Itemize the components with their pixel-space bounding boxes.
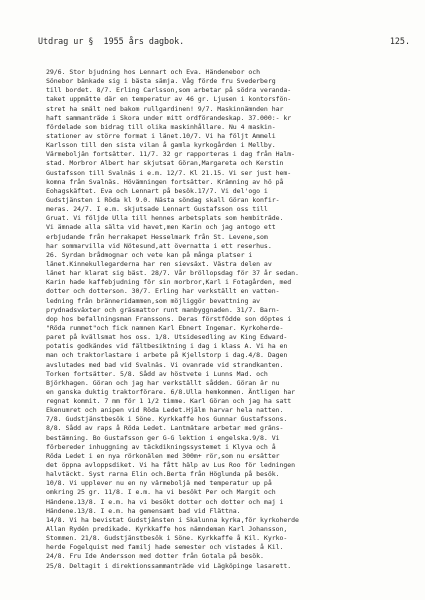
diary-line: haft sammanträde i Skora under mitt ordförandeskap. 37.000:- kr <box>46 113 292 122</box>
diary-line: Stommen. 21/8. Gudstjänstbesök i Söne. Kyrkkaffe å Kil. Kyrko- <box>46 534 288 543</box>
diary-line: Eohagskäftet. Eva och Lennart på besök.17/7. Vi del'ogo i <box>46 186 268 195</box>
diary-line: "Röda rummet"och fick namnen Karl Ebnert Ingemar. Kyrkoherde- <box>46 323 284 332</box>
diary-line: en ganska duktig traktorförare. 6/8.Ulla hemkommen. Äntligen har <box>46 387 296 396</box>
diary-line: 25/8. Deltagit i direktionssammanträde vid Lägköpinge lasarett. <box>46 561 292 570</box>
diary-line: dop hos befallningsman Franssons. Deras förstfödde son döptes i <box>46 314 292 323</box>
diary-line: fördelade som bidrag till olika maskinhållare. Nu 4 maskin- <box>46 122 276 131</box>
diary-line: Karin hade kaffebjudning för sin morbror,Karl i Fotagården, med <box>46 278 292 287</box>
diary-line: 10/8. Vi upplever nu en ny värmeboljä med temperatur up på <box>46 479 272 488</box>
diary-line: 14/8. Vi ha bevistat Gudstjänsten i Skalunna kyrka,för kyrkoherde <box>46 515 299 524</box>
diary-line: länet.Kinnekullegarderna har ren sievsäxt. Västra delen av <box>46 259 272 268</box>
diary-line: bestämning. Bo Gustafsson ger G-G lektion i engelska.9/8. Vi <box>46 433 280 442</box>
diary-line: Gustafsson till Svalnäs i e.m. 12/7. Kl 21.15. Vi ser just hem- <box>46 168 292 177</box>
diary-line: ledning från bränneridammen,som möjliggör bevattning av <box>46 296 261 305</box>
page-header <box>38 36 410 50</box>
diary-line: erbjudande från herrakapet Hesselmark från St. Levene,som <box>46 232 268 241</box>
diary-line: förbereder inhuggning av täckdikningssystemet i Klyva och å <box>46 442 276 451</box>
diary-line: Gudstjänsten i Röda kl 9.0. Nästa söndag skall Göran konfir- <box>46 195 280 204</box>
diary-line: 7/8. Gudstjänstbesök i Söne. Kyrkkaffe hos Gunnar Gustafssons. <box>46 415 288 424</box>
page-number: 125. <box>389 36 410 46</box>
diary-line: Vi ämnade alla sälta vid havet,men Karin och jag antogo ett <box>46 223 276 232</box>
diary-title: Utdrag ur § 1955 års dagbok. <box>38 36 185 46</box>
diary-line: 26. Syrdan brådmognar och vete kan på många platser i <box>46 250 253 259</box>
diary-line: Björkhagen. Göran och jag har verkställt sådden. Göran är nu <box>46 378 280 387</box>
diary-line: har sommarvilla vid Nötesund,att övernatta i ett reserhus. <box>46 241 272 250</box>
diary-line: stret ha smält ned bakom rullgardinen! 9/7. Maskinnämnden har <box>46 104 284 113</box>
diary-line: halvtäckt. Syst rarna Elin och.Berta från Höglunda på besök. <box>46 470 280 479</box>
diary-line: herde Fogelquist med familj hade semester och vistades å Kil. <box>46 543 284 552</box>
diary-line: 24/8. Fru Ide Andersson med dotter från Gotala på besök. <box>46 552 264 561</box>
diary-line: Händene.13/8. I e.m. ha gemensamt bad vid Flättna. <box>46 506 241 515</box>
diary-line: Gruat. Vi följde Ulla till hennes arbetsplats som hembiträde. <box>46 214 284 223</box>
diary-body <box>46 68 416 571</box>
diary-line: omkring 25 gr. 11/8. I e.m. ha vi besökt Per och Margit och <box>46 488 276 497</box>
diary-line: Röda Ledet i en nya rörkonälen med 300m+ rör,som nu ersätter <box>46 451 280 460</box>
diary-line: taket uppmätte där en temperatur av 46 gr. Ljusen i kontorsfön- <box>46 95 292 104</box>
diary-line: man och traktorlastare i arbete på Kjellstorp i dag.4/8. Dagen <box>46 351 288 360</box>
diary-line: stad. Morbror Albert har skjutsat Göran,Margareta och Kerstin <box>46 159 284 168</box>
diary-line: Händene.13/8. I e.m. ha vi besökt dotter och dotter och maj i <box>46 497 284 506</box>
diary-line: stationer av större format i länet.10/7. Vi ha följt Ammeli <box>46 131 276 140</box>
diary-line: Torken fortsätter. 5/8. Sådd av höstvete i Lunns Mad. och <box>46 369 268 378</box>
diary-line: Karlsson till den sista vilan å gamla kyrkogården i Mellby. <box>46 141 276 150</box>
diary-line: avslutades med bad vid Svalnäs. Vi ovanrade vid strandkanten. <box>46 360 284 369</box>
diary-line: komna från Svalnäs. Hövämningen fortsätter. Krämning av hö på <box>46 177 284 186</box>
diary-line: potatis godkändes vid fältbesiktning i dag i klass A. Vi ha en <box>46 342 288 351</box>
diary-line: Värmeboljän fortsätter. 11/7. 32 gr rapporteras i dag från Halm- <box>46 150 296 159</box>
diary-line: 29/6. Stor bjudning hos Lennart och Eva. Händenebor och <box>46 68 261 76</box>
diary-line: Ekenumret och anipen vid Röda Ledet.Hjälm harvar hela natten. <box>46 406 284 415</box>
diary-line: länet har klarat sig bäst. 28/7. Vår bröllopsdag för 37 år sedan. <box>46 269 299 278</box>
diary-line: det öppna avloppsdiket. Vi ha fått hälp av Lus Roo för ledningen <box>46 461 296 470</box>
diary-line: Allan Rydén predikade. Kyrkkaffe hos nämndeman Karl Johansson, <box>46 525 288 534</box>
diary-line: regnat kommit. 7 mm för 1 1/2 timme. Karl Göran och jag ha satt <box>46 397 292 406</box>
diary-line: paret på kvällsmat hos oss. 1/8. Utsidesedling av King Edward- <box>46 333 288 342</box>
diary-line: 8/8. Sådd av raps å Röda Ledet. Lantmätare arbetar med gräns- <box>46 424 284 433</box>
diary-line: meras. 24/7. I e.m. skjutsade Lennart Gustafsson oss till <box>46 205 268 214</box>
diary-line: dotter och dotterson. 30/7. Erling har verkställt en vatten- <box>46 287 280 296</box>
diary-line: prydnadsväxter och gräsmattor runt manbyggnaden. 31/7. Barn- <box>46 305 280 314</box>
diary-line: Sönebor bänkade sig i bästa sämja. Våg förde fru Svederberg <box>46 77 276 86</box>
diary-line: till bordet. 8/7. Erling Carlsson,som arbetar på södra veranda- <box>46 86 292 95</box>
